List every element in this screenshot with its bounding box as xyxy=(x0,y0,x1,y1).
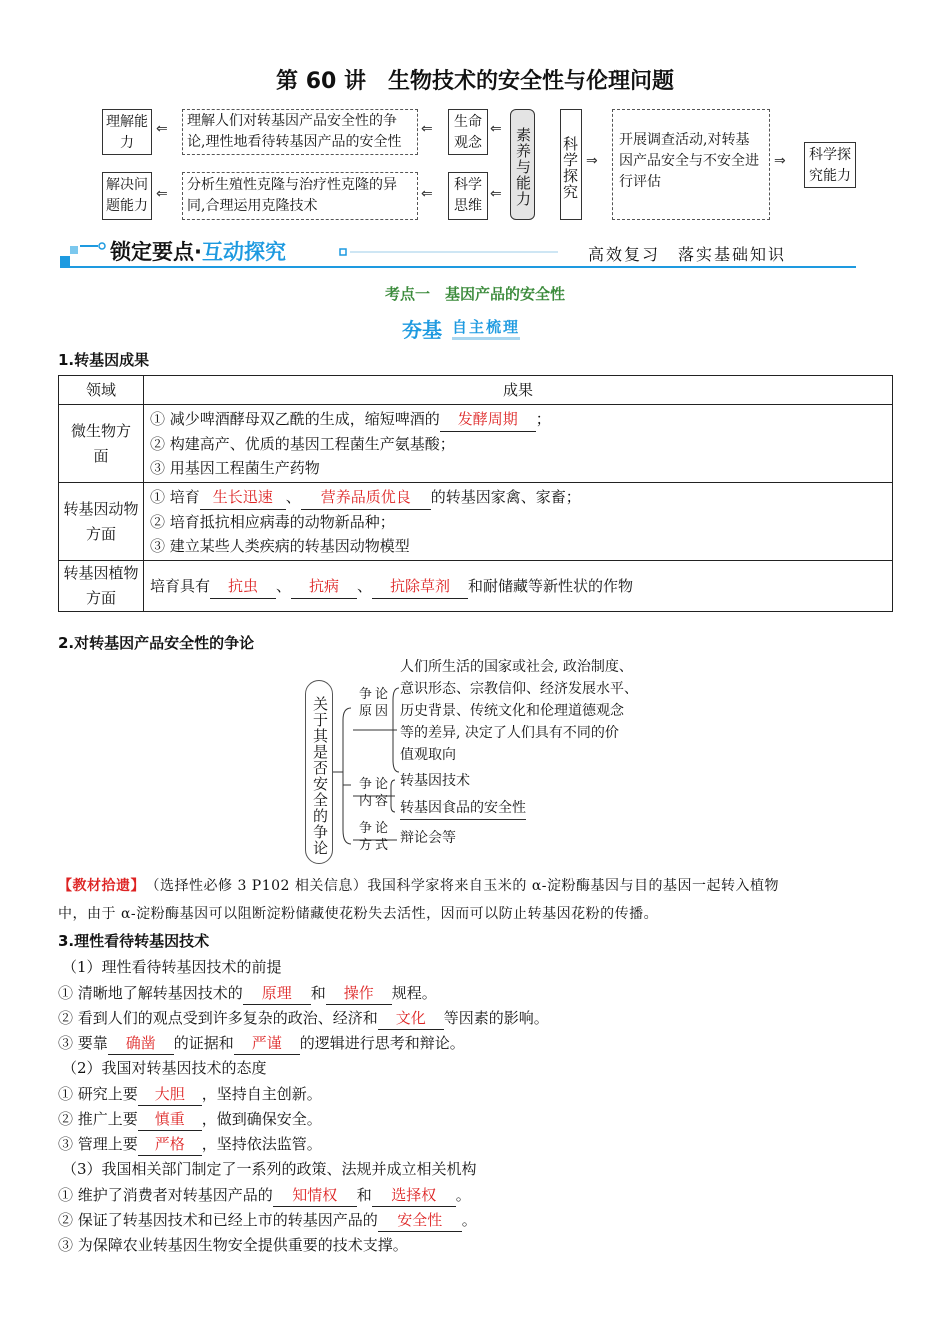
objective-item-1: 理解人们对转基因产品安全性的争论,理性地看待转基因产品的安全性 xyxy=(182,109,418,155)
text-span: ，坚持依法监管。 xyxy=(201,1135,322,1153)
table-row xyxy=(59,483,893,561)
table-cell-field: 微生物方面 xyxy=(59,405,144,483)
text-span: 的证据和 xyxy=(173,1034,234,1052)
answer-blank: 安全性 xyxy=(378,1209,462,1232)
arrow-left-icon: ⇐ xyxy=(421,186,433,202)
table-cell-result xyxy=(144,483,893,561)
text-line: ② 培育抵抗相应病毒的动物新品种； xyxy=(150,513,395,531)
branch-method-label: 争论方式 xyxy=(358,821,391,853)
answer-blank: 抗除草剂 xyxy=(372,574,468,599)
text-span: ② 推广上要 xyxy=(58,1110,138,1128)
answer-blank: 严谨 xyxy=(234,1032,300,1055)
text-span: 的转基因家禽、家畜； xyxy=(430,488,581,506)
text-span: ③ 要靠 xyxy=(58,1034,108,1052)
text-span: ① 研究上要 xyxy=(58,1085,138,1103)
concept-box-thinking: 科学思维 xyxy=(448,172,488,220)
answer-blank: 抗虫 xyxy=(210,574,276,599)
objective-item-2: 分析生殖性克隆与治疗性克隆的异同,合理运用克隆技术 xyxy=(182,172,418,220)
banner-title-a: 锁定要点· xyxy=(110,240,202,264)
answer-blank: 严格 xyxy=(138,1133,202,1156)
branch-reason-label: 争论原因 xyxy=(358,687,391,719)
part2-heading: 2.对转基因产品安全性的争论 xyxy=(58,634,255,652)
answer-blank: 文化 xyxy=(378,1007,444,1030)
text-line xyxy=(58,1083,322,1106)
answer-blank: 发酵周期 xyxy=(440,407,536,432)
text-line: 人们所生活的国家或社会, 政治制度、 xyxy=(400,659,633,675)
text-line xyxy=(58,1133,322,1156)
text-span: 和耐储藏等新性状的作物 xyxy=(468,576,634,595)
table-header-row xyxy=(59,376,893,405)
answer-blank: 慎重 xyxy=(138,1108,202,1131)
text-span: ，坚持自主创新。 xyxy=(201,1085,322,1103)
answer-blank: 知情权 xyxy=(273,1184,357,1207)
text-span: 、 xyxy=(357,576,373,595)
text-span: 。 xyxy=(461,1211,477,1229)
answer-blank: 营养品质优良 xyxy=(301,485,431,510)
arrow-left-icon: ⇐ xyxy=(421,121,433,137)
text-line: 等的差异, 决定了人们具有不同的价 xyxy=(400,725,619,741)
branch-content-label: 争论内容 xyxy=(358,777,391,809)
table-cell-result xyxy=(144,561,893,612)
arrow-left-icon: ⇐ xyxy=(156,121,168,137)
text-span: 规程。 xyxy=(391,984,437,1002)
arrow-left-icon: ⇐ xyxy=(156,186,168,202)
part1-heading: 1.转基因成果 xyxy=(58,351,150,369)
text-span: 和 xyxy=(356,1186,372,1204)
activity-box: 开展调查活动,对转基因产品安全与不安全进行评估 xyxy=(612,109,770,220)
text-span: ① 培育 xyxy=(150,488,200,506)
text-line: ③ 建立某些人类疾病的转基因动物模型 xyxy=(150,537,410,555)
subsection-title: （2）我国对转基因技术的态度 xyxy=(62,1059,267,1077)
text-span: ① 维护了消费者对转基因产品的 xyxy=(58,1186,273,1204)
part3-heading: 3.理性看待转基因技术 xyxy=(58,932,210,950)
concept-box-life: 生命观念 xyxy=(448,109,488,155)
tree-root: 关于其是否安全的争论 xyxy=(305,680,333,864)
table-row xyxy=(59,561,893,612)
answer-blank: 确凿 xyxy=(108,1032,174,1055)
text-line: 意识形态、宗教信仰、经济发展水平、 xyxy=(400,681,638,697)
subheading-b: 自主梳理 xyxy=(452,316,520,340)
text-line: 值观取向 xyxy=(400,747,456,763)
text-line xyxy=(58,1032,465,1055)
table-header-result: 成果 xyxy=(144,376,893,405)
ability-box-inquiry: 科学探究能力 xyxy=(804,142,856,188)
text-span: 。 xyxy=(455,1186,471,1204)
text-span: 等因素的影响。 xyxy=(443,1009,549,1027)
subheading-a: 夯基 xyxy=(402,318,442,342)
text-line xyxy=(58,1108,322,1131)
arrow-right-icon: ⇒ xyxy=(586,153,598,169)
table-cell-field: 转基因动物方面 xyxy=(59,483,144,561)
subsection-title: （1）理性看待转基因技术的前提 xyxy=(62,958,282,976)
table-cell-result xyxy=(144,405,893,483)
answer-blank: 操作 xyxy=(326,982,392,1005)
text-span: ② 看到人们的观点受到许多复杂的政治、经济和 xyxy=(58,1009,378,1027)
text-line: ③ 为保障农业转基因生物安全提供重要的技术支撑。 xyxy=(58,1236,408,1254)
text-line xyxy=(58,1209,477,1232)
branch-reason-text xyxy=(400,656,638,766)
answer-blank: 大胆 xyxy=(138,1083,202,1106)
text-line: ② 构建高产、优质的基因工程菌生产氨基酸； xyxy=(150,435,455,453)
text-span: 、 xyxy=(285,488,301,506)
subsection-title: （3）我国相关部门制定了一系列的政策、法规并成立相关机构 xyxy=(62,1160,477,1178)
answer-blank: 原理 xyxy=(243,982,311,1005)
text-line xyxy=(58,1007,549,1030)
text-span: ； xyxy=(535,410,551,428)
ability-box-understanding: 理解能力 xyxy=(102,109,152,155)
branch-content-item: 转基因食品的安全性 xyxy=(400,797,526,820)
text-span: ，做到确保安全。 xyxy=(201,1110,322,1128)
textbook-note xyxy=(58,872,779,928)
arrow-left-icon: ⇐ xyxy=(490,186,502,202)
results-table xyxy=(58,375,893,612)
answer-blank: 选择权 xyxy=(372,1184,456,1207)
note-line: 中，由于 α-淀粉酶基因可以阻断淀粉储藏使花粉失去活性，因而可以防止转基因花粉的传播。 xyxy=(58,906,659,922)
text-line xyxy=(58,982,437,1005)
text-span: ③ 管理上要 xyxy=(58,1135,138,1153)
arrow-right-icon: ⇒ xyxy=(774,153,786,169)
text-span: 的逻辑进行思考和辩论。 xyxy=(299,1034,465,1052)
ability-box-problem-solving: 解决问题能力 xyxy=(102,172,152,220)
text-span: 、 xyxy=(276,576,292,595)
text-span: ② 保证了转基因技术和已经上市的转基因产品的 xyxy=(58,1211,378,1229)
note-line: （选择性必修 3 P102 相关信息）我国科学家将来自玉米的 α-淀粉酶基因与目的基因一起转入植物 xyxy=(152,878,780,894)
core-literacy-box: 素养与能力 xyxy=(510,109,535,220)
answer-blank: 抗病 xyxy=(291,574,357,599)
text-line: 历史背景、传统文化和伦理道德观念 xyxy=(400,703,624,719)
table-header-field: 领域 xyxy=(59,376,144,405)
text-line: ③ 用基因工程菌生产药物 xyxy=(150,459,320,477)
banner-title-b: 互动探究 xyxy=(201,240,286,264)
text-span: ① 清晰地了解转基因技术的 xyxy=(58,984,243,1002)
table-cell-field: 转基因植物方面 xyxy=(59,561,144,612)
explore-box: 科学探究 xyxy=(560,109,582,220)
note-label: 【教材拾遗】 xyxy=(58,878,138,894)
page-title: 第 60 讲 生物技术的安全性与伦理问题 xyxy=(276,69,674,94)
branch-content-item: 转基因技术 xyxy=(400,773,470,789)
section-heading: 考点一 基因产品的安全性 xyxy=(384,285,565,303)
text-span: 培育具有 xyxy=(150,576,211,595)
arrow-left-icon: ⇐ xyxy=(490,121,502,137)
text-span: ① 减少啤酒酵母双乙酰的生成，缩短啤酒的 xyxy=(150,410,440,428)
section-banner xyxy=(58,236,858,270)
answer-blank: 生长迅速 xyxy=(200,485,286,510)
branch-method-text: 辩论会等 xyxy=(400,830,456,846)
table-row xyxy=(59,405,893,483)
banner-slogan: 高效复习 落实基础知识 xyxy=(588,245,787,264)
text-span: 和 xyxy=(310,984,326,1002)
text-line xyxy=(58,1184,471,1207)
